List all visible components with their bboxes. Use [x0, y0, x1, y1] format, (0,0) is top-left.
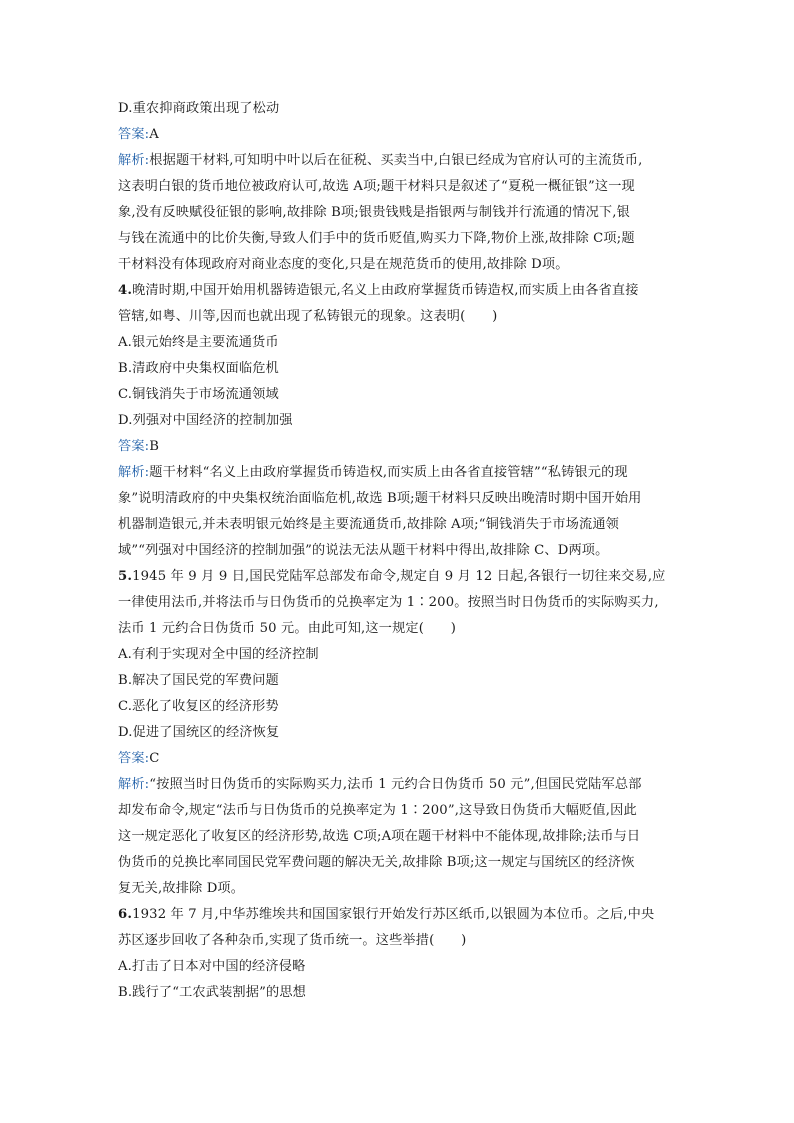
q4-option-b: B.清政府中央集权面临危机 — [118, 361, 279, 376]
q4-option-a: A.银元始终是主要流通货币 — [118, 335, 279, 350]
q4-stem-line: 管辖,如粤、川等,因而也就出现了私铸银元的现象。这表明( ) — [118, 309, 498, 324]
q3-analysis-line — [118, 148, 684, 174]
q4-analysis-line: 象”说明清政府的中央集权统治面临危机,故选 B项;题干材料只反映出晚清时期中国开始用 — [118, 491, 642, 506]
document-page — [118, 96, 684, 1006]
q5-option-d: D.促进了国统区的经济恢复 — [118, 725, 280, 740]
stem-text: 晚清时期,中国开始用机器铸造银元,名义上由政府掌握货币铸造权,而实质上由各省直接 — [132, 283, 639, 298]
answer-value: B — [149, 439, 160, 454]
q3-analysis-line: 干材料没有体现政府对商业态度的变化,只是在规范货币的使用,故排除 D项。 — [118, 257, 569, 272]
q6-option-b: B.践行了“工农武装割据”的思想 — [118, 985, 307, 1000]
q4-analysis-line — [118, 460, 684, 486]
q5-answer — [118, 746, 684, 772]
q4-answer — [118, 434, 684, 460]
q4-stem-line — [118, 278, 684, 304]
q6-stem-line — [118, 902, 684, 928]
q5-option-b: B.解决了国民党的军费问题 — [118, 673, 279, 688]
answer-label: 答案: — [118, 439, 150, 454]
q5-stem-line — [118, 564, 684, 590]
q5-analysis-line: 复无关,故排除 D项。 — [118, 881, 245, 896]
q3-answer — [118, 122, 684, 148]
question-number: 6. — [118, 907, 133, 922]
q5-analysis-line — [118, 772, 684, 798]
q3-analysis-line: 这表明白银的货币地位被政府认可,故选 A项;题干材料只是叙述了“夏税一概征银”这一现 — [118, 179, 635, 194]
q3-analysis-line: 与钱在流通中的比价失衡,导致人们手中的货币贬值,购买力下降,物价上涨,故排除 C项;题 — [118, 231, 635, 246]
q4-option-d: D.列强对中国经济的控制加强 — [118, 413, 293, 428]
analysis-text: 根据题干材料,可知明中叶以后在征税、买卖当中,白银已经成为官府认可的主流货币, — [149, 153, 643, 168]
question-number: 5. — [118, 569, 133, 584]
analysis-label: 解析: — [118, 153, 150, 168]
q5-stem-line: 法币 1 元约合日伪货币 50 元。由此可知,这一规定( ) — [118, 621, 457, 636]
q5-analysis-line: 却发布命令,规定“法币与日伪货币的兑换率定为 1∶200”,这导致日伪货币大幅贬值,因此 — [118, 803, 637, 818]
q6-option-a: A.打击了日本对中国的经济侵略 — [118, 959, 306, 974]
answer-label: 答案: — [118, 127, 150, 142]
q4-analysis-line: 域”“列强对中国经济的控制加强”的说法无法从题干材料中得出,故排除 C、D两项。 — [118, 543, 609, 558]
answer-value: C — [149, 751, 160, 766]
analysis-text: “按照当时日伪货币的实际购买力,法币 1 元约合日伪货币 50 元”,但国民党陆军总部 — [149, 777, 642, 792]
analysis-text: 题干材料“名义上由政府掌握货币铸造权,而实质上由各省直接管辖”“私铸银元的现 — [149, 465, 628, 480]
q5-analysis-line: 伪货币的兑换比率同国民党军费问题的解决无关,故排除 B项;这一规定与国统区的经济恢 — [118, 855, 635, 870]
q4-analysis-line: 机器制造银元,并未表明银元始终是主要流通货币,故排除 A项;“铜钱消失于市场流通领 — [118, 517, 619, 532]
stem-text: 1932 年 7 月,中华苏维埃共和国国家银行开始发行苏区纸币,以银圆为本位币。之后,中央 — [132, 907, 655, 922]
answer-value: A — [149, 127, 159, 142]
answer-label: 答案: — [118, 751, 150, 766]
q5-option-a: A.有利于实现对全中国的经济控制 — [118, 647, 319, 662]
q5-stem-line: 一律使用法币,并将法币与日伪货币的兑换率定为 1∶200。按照当时日伪货币的实际购买力, — [118, 595, 659, 610]
q4-option-c: C.铜钱消失于市场流通领域 — [118, 387, 279, 402]
q6-stem-line: 苏区逐步回收了各种杂币,实现了货币统一。这些举措( ) — [118, 933, 467, 948]
question-number: 4. — [118, 283, 133, 298]
q3-option-d: D.重农抑商政策出现了松动 — [118, 101, 280, 116]
analysis-label: 解析: — [118, 465, 150, 480]
stem-text: 1945 年 9 月 9 日,国民党陆军总部发布命令,规定自 9 月 12 日起,各银行一切往来交易,应 — [132, 569, 666, 584]
analysis-label: 解析: — [118, 777, 150, 792]
q5-option-c: C.恶化了收复区的经济形势 — [118, 699, 279, 714]
q5-analysis-line: 这一规定恶化了收复区的经济形势,故选 C项;A项在题干材料中不能体现,故排除;法币与日 — [118, 829, 641, 844]
q3-analysis-line: 象,没有反映赋役征银的影响,故排除 B项;银贵钱贱是指银两与制钱并行流通的情况下,银 — [118, 205, 630, 220]
